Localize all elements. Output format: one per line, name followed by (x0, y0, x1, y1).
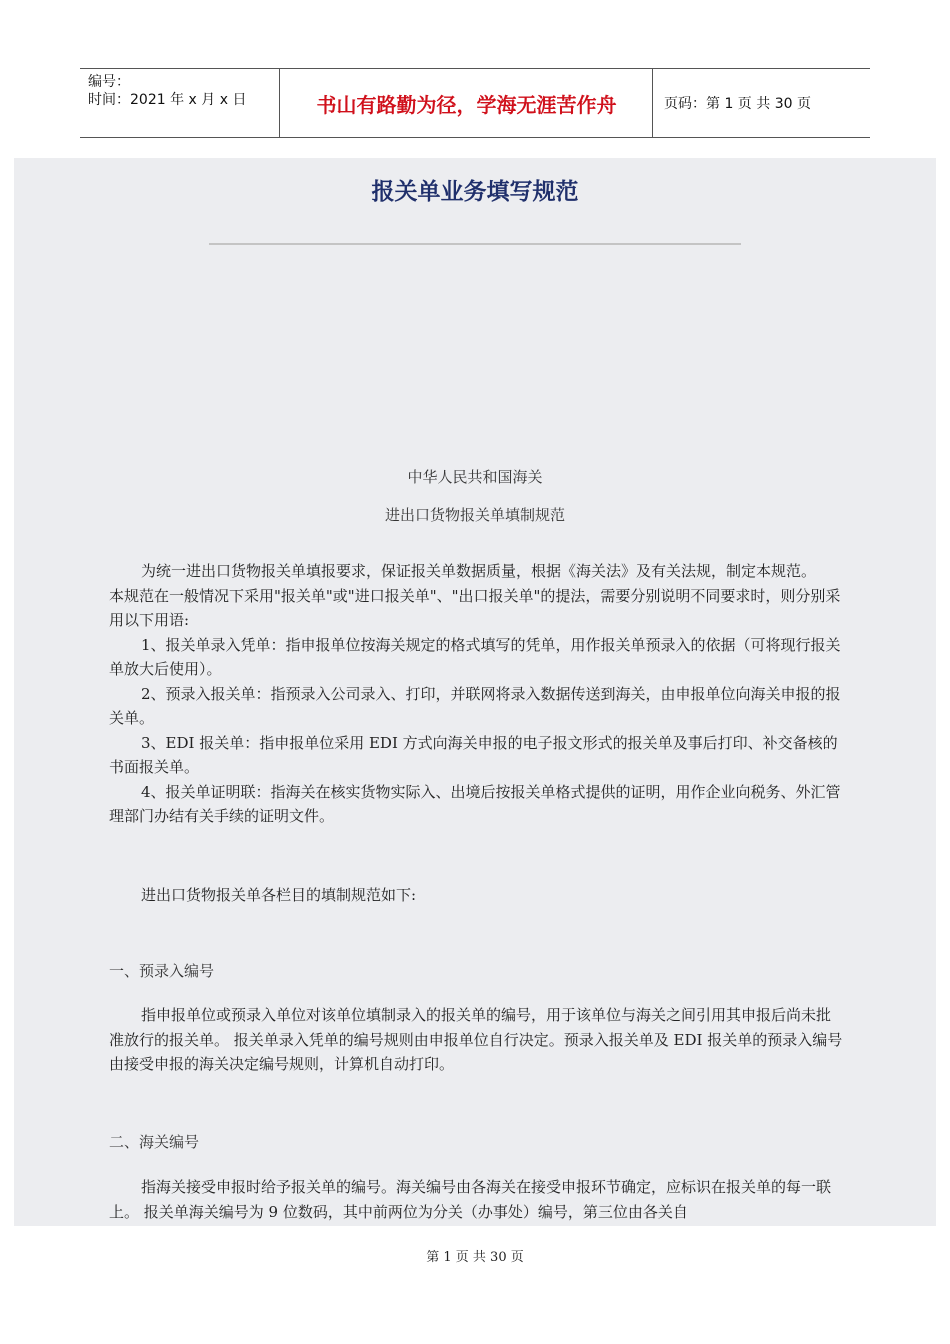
section-1-title: 一、预录入编号 (109, 962, 215, 980)
intro-paragraph-2: 本规范在一般情况下采用"报关单"或"进口报关单"、"出口报关单"的提法，需要分别说明不同要求时，则分别采用以下用语: (109, 586, 841, 629)
section-2-text: 指海关接受申报时给予报关单的编号。海关编号由各海关在接受申报环节确定，应标识在报关单的每一联上。 报关单海关编号为 9 位数码，其中前两位为分关（办事处）编号，第三位由各关自 (109, 1178, 832, 1221)
document-page (14, 158, 936, 1226)
document-title: 报关单业务填写规范 (371, 179, 579, 205)
issuer-line: 中华人民共和国海关 (407, 468, 543, 486)
term-item-4: 4、报关单证明联：指海关在核实货物实际入、出境后按报关单格式提供的证明，用作企业向税务、外汇管理部门办结有关手续的证明文件。 (109, 782, 841, 825)
section-1-text: 指申报单位或预录入单位对该单位填制录入的报关单的编号，用于该单位与海关之间引用其申报后尚未批准放行的报关单。 报关单录入凭单的编号规则由申报单位自行决定。预录入报关单及 EDI 报关单的预录入编号由接受申报的海关决定编号规则，计算机自动打印。 (109, 1006, 843, 1073)
page-header (80, 68, 870, 138)
term-item-1: 1、报关单录入凭单：指申报单位按海关规定的格式填写的凭单，用作报关单预录入的依据（可将现行报关单放大后使用）。 (109, 635, 841, 678)
term-item-3: 3、EDI 报关单：指申报单位采用 EDI 方式向海关申报的电子报文形式的报关单及事后打印、补交备核的书面报关单。 (109, 733, 838, 776)
lead-paragraph: 进出口货物报关单各栏目的填制规范如下: (141, 886, 417, 904)
term-item-2: 2、预录入报关单：指预录入公司录入、打印，并联网将录入数据传送到海关，由申报单位向海关申报的报关单。 (109, 684, 841, 727)
intro-paragraph-1: 为统一进出口货物报关单填报要求，保证报关单数据质量，根据《海关法》及有关法规，制定本规范。 (141, 562, 817, 580)
intro-block (109, 559, 843, 829)
page-footer: 第 1 页 共 30 页 (426, 1250, 524, 1265)
time-label: 时间：2021 年 x 月 x 日 (88, 92, 247, 108)
header-motto: 书山有路勤为径，学海无涯苦作舟 (281, 69, 653, 137)
number-label: 编号： (88, 74, 130, 90)
header-page-info: 页码：第 1 页 共 30 页 (664, 96, 811, 112)
section-2-title: 二、海关编号 (109, 1133, 200, 1151)
document-subtitle: 进出口货物报关单填制规范 (384, 506, 565, 524)
header-meta (80, 69, 280, 137)
title-divider (209, 243, 741, 245)
